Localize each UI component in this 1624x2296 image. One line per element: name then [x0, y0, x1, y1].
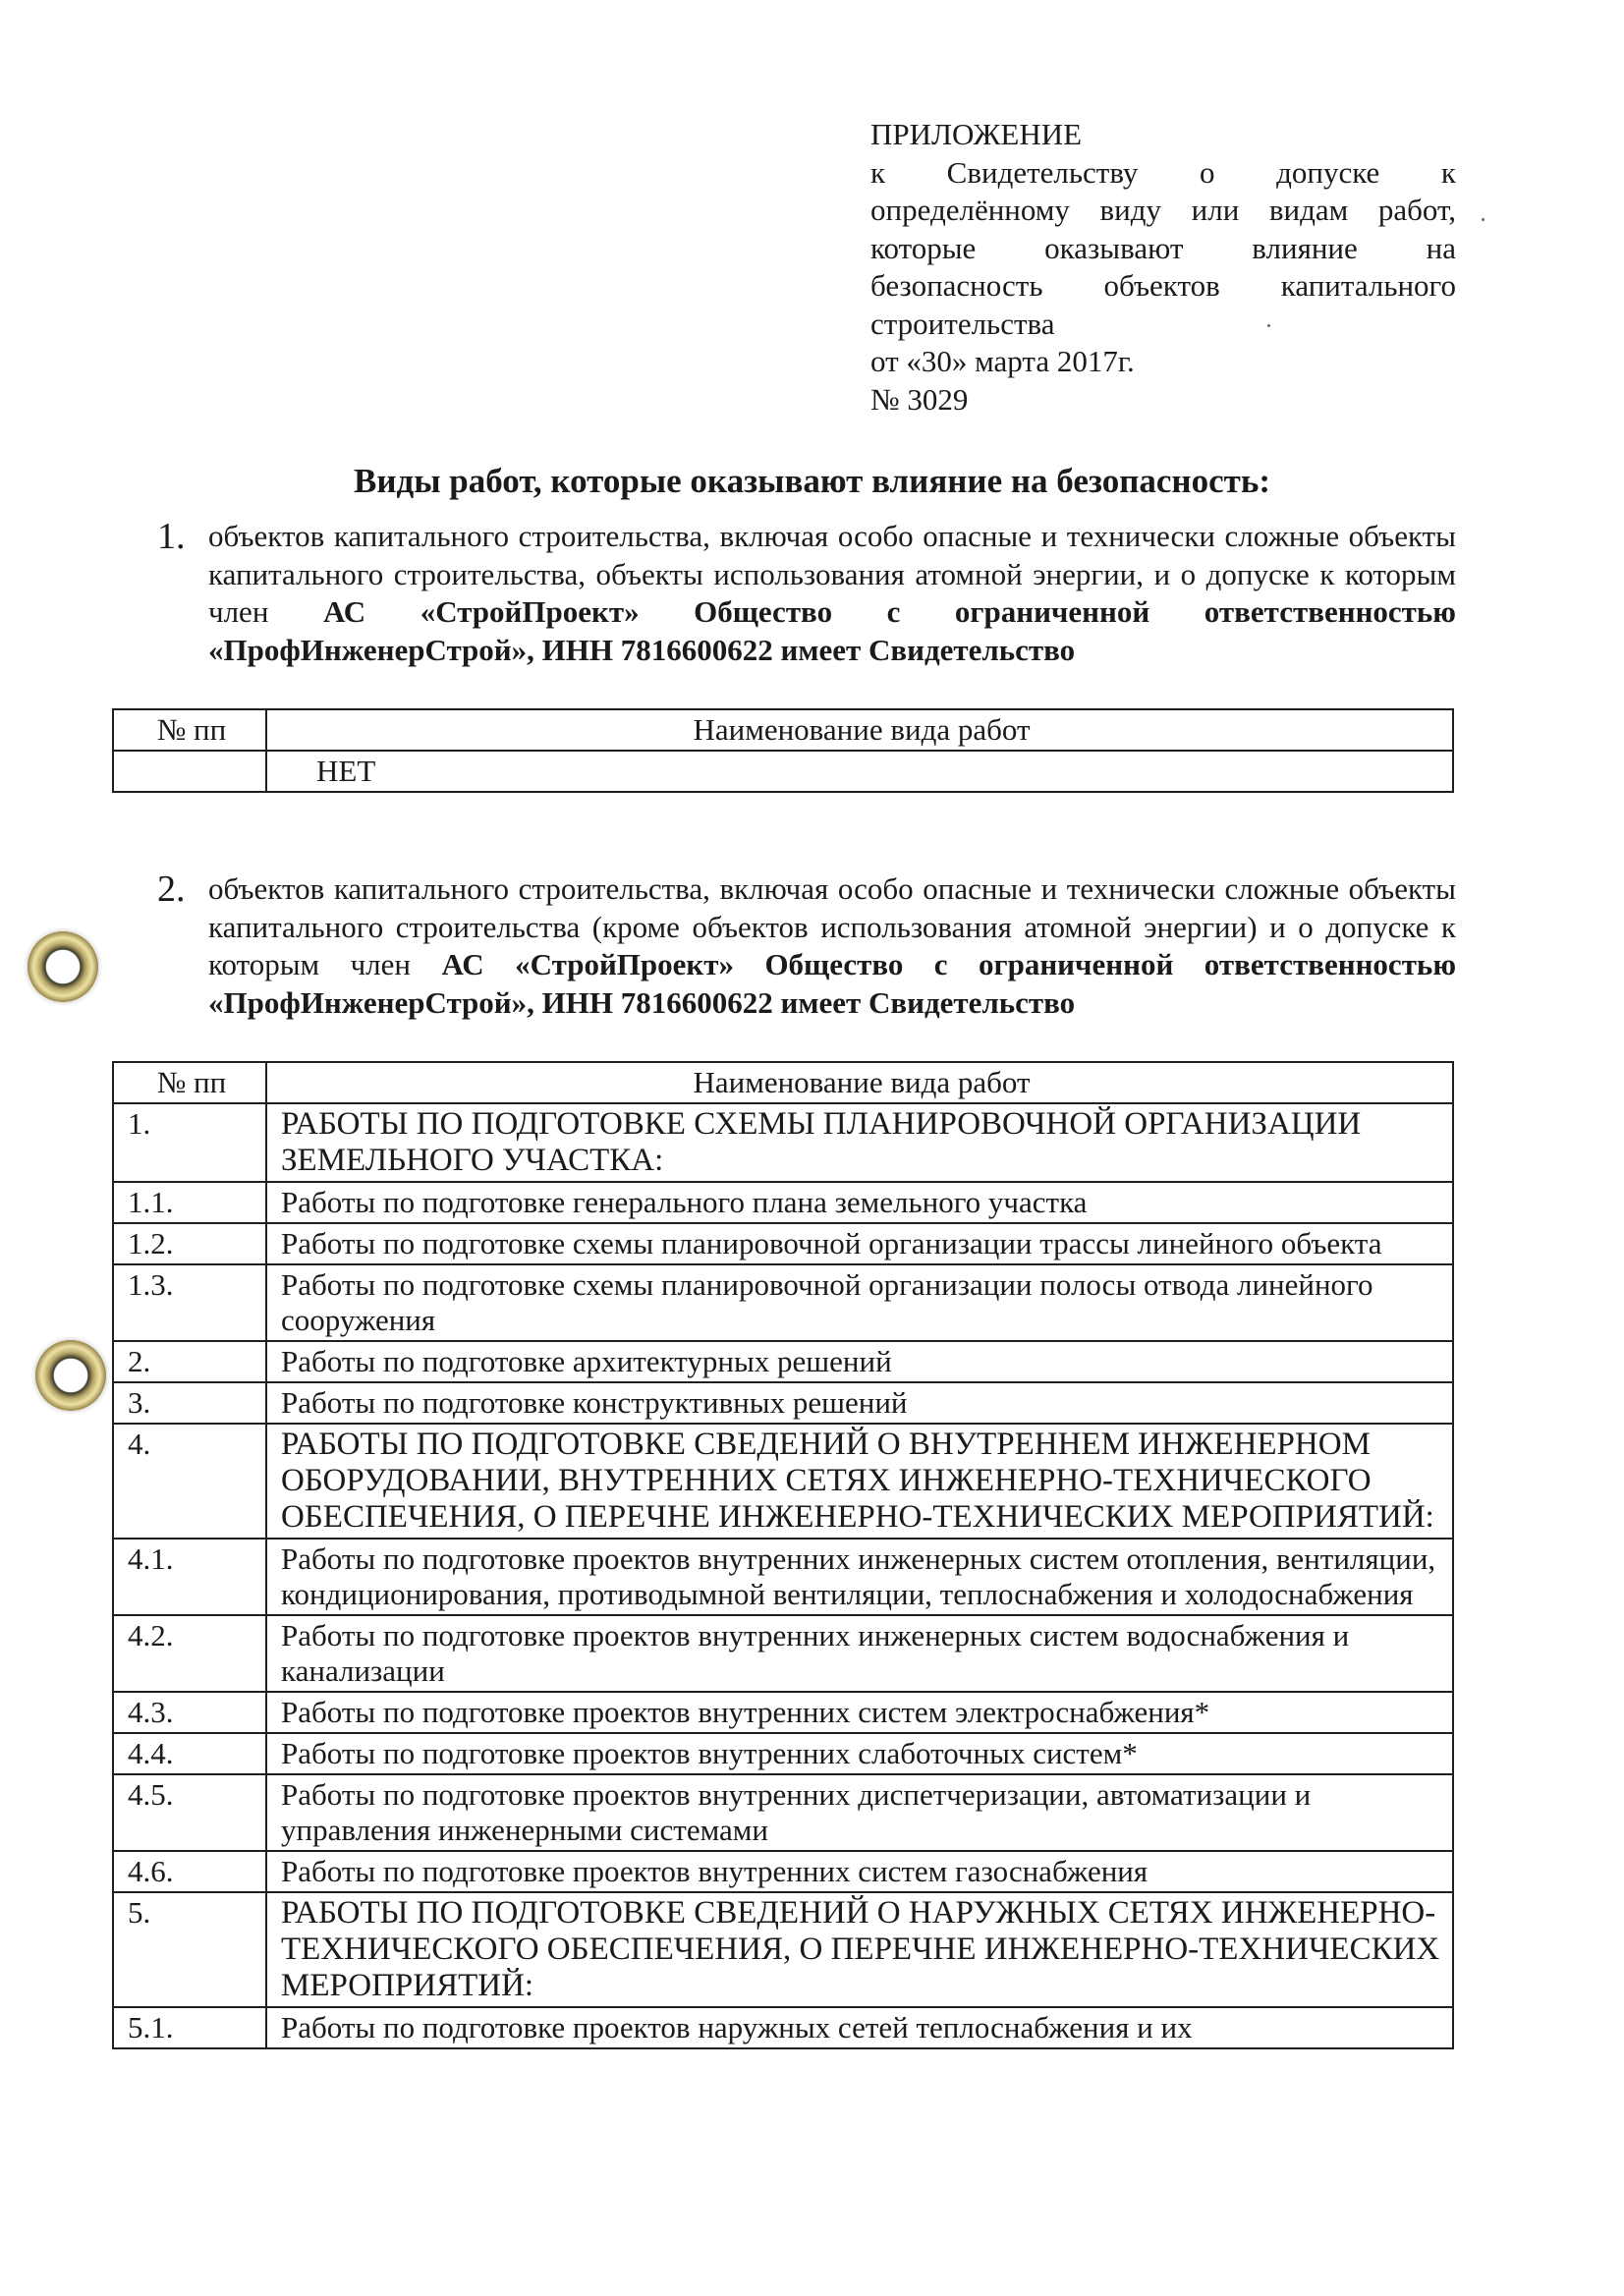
- row-name: Работы по подготовке проектов наружных сетей теплоснабжения и их: [266, 2007, 1453, 2048]
- binder-grommet-upper: [28, 931, 98, 1002]
- row-name: Работы по подготовке проектов внутренних систем электроснабжения*: [266, 1692, 1453, 1733]
- row-name-section: РАБОТЫ ПО ПОДГОТОВКЕ СВЕДЕНИЙ О НАРУЖНЫХ СЕТЯХ ИНЖЕНЕРНО-ТЕХНИЧЕСКОГО ОБЕСПЕЧЕНИЯ, О ПЕРЕЧНЕ ИНЖЕНЕРНО-ТЕХНИЧЕСКИХ МЕРОПРИЯТИЙ:: [266, 1892, 1453, 2007]
- row-number: 4.2.: [113, 1615, 266, 1692]
- table-row: [113, 1615, 1453, 1692]
- row-name: НЕТ: [266, 751, 1453, 792]
- row-number: 4.: [113, 1424, 266, 1539]
- section-1-text: [208, 518, 1456, 669]
- row-name: Работы по подготовке схемы планировочной организации полосы отвода линейного сооружения: [266, 1264, 1453, 1341]
- row-number: 2.: [113, 1341, 266, 1382]
- row-name: Работы по подготовке архитектурных решений: [266, 1341, 1453, 1382]
- table-row: [113, 1103, 1453, 1182]
- section-2-plain: объектов капитального строительства, включая особо опасные и технически сложные объекты капитального строительства (кроме объектов использования атомной энергии) и о допуске к которым член: [208, 871, 1456, 981]
- works-table-2: [112, 1061, 1454, 2049]
- col-header-number: № пп: [113, 709, 266, 751]
- table-row: [113, 1341, 1453, 1382]
- row-number: 4.1.: [113, 1539, 266, 1615]
- row-name-section: РАБОТЫ ПО ПОДГОТОВКЕ СВЕДЕНИЙ О ВНУТРЕННЕМ ИНЖЕНЕРНОМ ОБОРУДОВАНИИ, ВНУТРЕННИХ СЕТЯХ ИНЖЕНЕРНО-ТЕХНИЧЕСКОГО ОБЕСПЕЧЕНИЯ, О ПЕРЕЧНЕ ИНЖЕНЕРНО-ТЕХНИЧЕСКИХ МЕРОПРИЯТИЙ:: [266, 1424, 1453, 1539]
- row-name: Работы по подготовке проектов внутренних инженерных систем отопления, вентиляции, кондиционирования, противодымной вентиляции, теплоснабжения и холодоснабжения: [266, 1539, 1453, 1615]
- row-number: 4.6.: [113, 1851, 266, 1892]
- table-row: [113, 751, 1453, 792]
- row-number: 4.5.: [113, 1774, 266, 1851]
- appendix-title: ПРИЛОЖЕНИЕ: [870, 117, 1083, 151]
- row-name: Работы по подготовке схемы планировочной организации трассы линейного объекта: [266, 1223, 1453, 1264]
- appendix-line: строительства: [870, 306, 1055, 341]
- row-name: Работы по подготовке конструктивных решений: [266, 1382, 1453, 1424]
- table-row: [113, 1424, 1453, 1539]
- table-header-row: [113, 709, 1453, 751]
- col-header-name: Наименование вида работ: [266, 1062, 1453, 1103]
- row-number: 3.: [113, 1382, 266, 1424]
- appendix-line: которые оказывают влияние на: [870, 230, 1456, 265]
- section-1-plain: объектов капитального строительства, включая особо опасные и технически сложные объекты капитального строительства, объекты использования атомной энергии, и о допуске к которым член: [208, 519, 1456, 629]
- row-number: 1.2.: [113, 1223, 266, 1264]
- table-row: [113, 2007, 1453, 2048]
- page-heading: Виды работ, которые оказывают влияние на безопасность:: [353, 462, 1270, 500]
- table-row: [113, 1223, 1453, 1264]
- row-name: Работы по подготовке проектов внутренних инженерных систем водоснабжения и канализации: [266, 1615, 1453, 1692]
- row-name: Работы по подготовке генерального плана земельного участка: [266, 1182, 1453, 1223]
- section-2-bold: АС «СтройПроект» Общество с ограниченной ответственностью «ПрофИнженерСтрой», ИНН 7816600622 имеет Свидетельство: [208, 947, 1457, 1020]
- row-name: Работы по подготовке проектов внутренних слаботочных систем*: [266, 1733, 1453, 1774]
- table-row: [113, 1733, 1453, 1774]
- appendix-block: [870, 116, 1456, 419]
- row-number: 1.: [113, 1103, 266, 1182]
- col-header-number: № пп: [113, 1062, 266, 1103]
- table-row: [113, 1264, 1453, 1341]
- row-number: 4.4.: [113, 1733, 266, 1774]
- table-header-row: [113, 1062, 1453, 1103]
- appendix-date: от «30» марта 2017г.: [870, 344, 1135, 378]
- section-2-number: 2.: [157, 868, 186, 910]
- row-number: 5.1.: [113, 2007, 266, 2048]
- table-row: [113, 1774, 1453, 1851]
- binder-grommet-lower: [35, 1340, 106, 1411]
- section-2-text: [208, 870, 1456, 1022]
- table-row: [113, 1539, 1453, 1615]
- table-row: [113, 1182, 1453, 1223]
- works-table-1: [112, 708, 1454, 793]
- section-1-bold: АС «СтройПроект» Общество с ограниченной ответственностью «ПрофИнженерСтрой», ИНН 7816600622 имеет Свидетельство: [208, 594, 1456, 667]
- row-number: 4.3.: [113, 1692, 266, 1733]
- table-row: [113, 1892, 1453, 2007]
- section-1-number: 1.: [157, 516, 186, 557]
- row-number: [113, 751, 266, 792]
- table-row: [113, 1692, 1453, 1733]
- row-name-section: РАБОТЫ ПО ПОДГОТОВКЕ СХЕМЫ ПЛАНИРОВОЧНОЙ ОРГАНИЗАЦИИ ЗЕМЕЛЬНОГО УЧАСТКА:: [266, 1103, 1453, 1182]
- appendix-line: к Свидетельству о допуске к: [870, 154, 1456, 190]
- row-number: 5.: [113, 1892, 266, 2007]
- table-row: [113, 1851, 1453, 1892]
- appendix-line: безопасность объектов капитального: [870, 268, 1456, 303]
- row-name: Работы по подготовке проектов внутренних диспетчеризации, автоматизации и управления инженерными системами: [266, 1774, 1453, 1851]
- row-number: 1.1.: [113, 1182, 266, 1223]
- appendix-line: определённому виду или видам работ,: [870, 193, 1456, 227]
- row-name: Работы по подготовке проектов внутренних систем газоснабжения: [266, 1851, 1453, 1892]
- table-row: [113, 1382, 1453, 1424]
- row-number: 1.3.: [113, 1264, 266, 1341]
- scan-speck: [1482, 218, 1484, 221]
- col-header-name: Наименование вида работ: [266, 709, 1453, 751]
- appendix-number: № 3029: [870, 381, 969, 417]
